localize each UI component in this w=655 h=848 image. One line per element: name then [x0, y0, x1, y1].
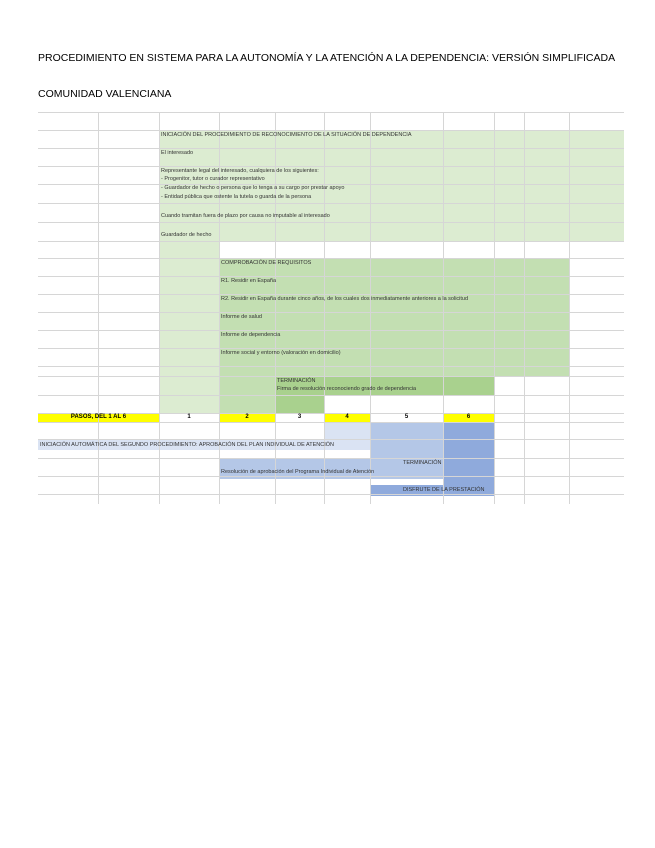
terminacion2-title: TERMINACIÓN — [403, 460, 442, 466]
requisito-1: R1. Residir en España — [221, 278, 277, 284]
intro-line-7: Cuando tramitan fuera de plazo por causa no imputable al interesado — [161, 213, 330, 219]
iniciacion-pia-text: INICIACIÓN AUTOMÁTICA DEL SEGUNDO PROCEDIMIENTO: APROBACIÓN DEL PLAN INDIVIDUAL DE ATENCIÓN — [40, 442, 335, 448]
requisito-2: R2. Residir en España durante cinco años, de los cuales dos inmediatamente anteriores a la solicitud — [221, 296, 469, 302]
intro-gap — [219, 241, 624, 258]
document-subtitle: COMUNIDAD VALENCIANA — [38, 88, 172, 100]
step-6: 6 — [466, 414, 471, 420]
step-5: 5 — [404, 414, 409, 420]
terminacion2-text: Resolución de aprobación del Programa Individual de Atención — [221, 469, 375, 475]
step-2: 2 — [245, 414, 249, 420]
requisito-4: Informe de dependencia — [221, 332, 281, 338]
terminacion1-title: TERMINACIÓN — [277, 378, 316, 384]
intro-line-1: INICIACIÓN DEL PROCEDIMIENTO DE RECONOCIMIENTO DE LA SITUACIÓN DE DEPENDENCIA — [161, 132, 412, 138]
requisito-3: Informe de salud — [221, 314, 262, 320]
intro-line-2: El interesado — [161, 150, 194, 156]
step-3: 3 — [297, 414, 302, 420]
document-title: PROCEDIMIENTO EN SISTEMA PARA LA AUTONOMÍA Y LA ATENCIÓN A LA DEPENDENCIA: VERSIÓN SIMPLIFICADA — [38, 52, 616, 64]
spreadsheet — [38, 112, 624, 504]
intro-line-3: Representante legal del interesado, cualquiera de los siguientes: — [161, 168, 319, 174]
step3-column — [275, 395, 324, 413]
step-1: 1 — [187, 414, 191, 420]
step-4: 4 — [345, 414, 349, 420]
step1-column — [159, 241, 219, 413]
requisitos-title: COMPROBACIÓN DE REQUISITOS — [221, 260, 312, 266]
intro-line-5: - Guardador de hecho o persona que lo tenga a su cargo por prestar apoyo — [161, 185, 345, 191]
intro-line-6: - Entidad pública que ostente la tutela o guarda de la persona — [161, 194, 312, 200]
intro-line-4: - Progenitor, tutor o curador representativo — [161, 176, 265, 182]
terminacion1-text: Firma de resolución reconociendo grado de dependencia — [277, 386, 417, 392]
steps-label: PASOS, DEL 1 AL 6 — [70, 414, 127, 420]
disfrute-text: DISFRUTE DE LA PRESTACIÓN — [403, 487, 485, 493]
requisito-5: Informe social y entorno (valoración en domicilio) — [221, 350, 341, 356]
intro-line-8: Guardador de hecho — [161, 232, 212, 238]
